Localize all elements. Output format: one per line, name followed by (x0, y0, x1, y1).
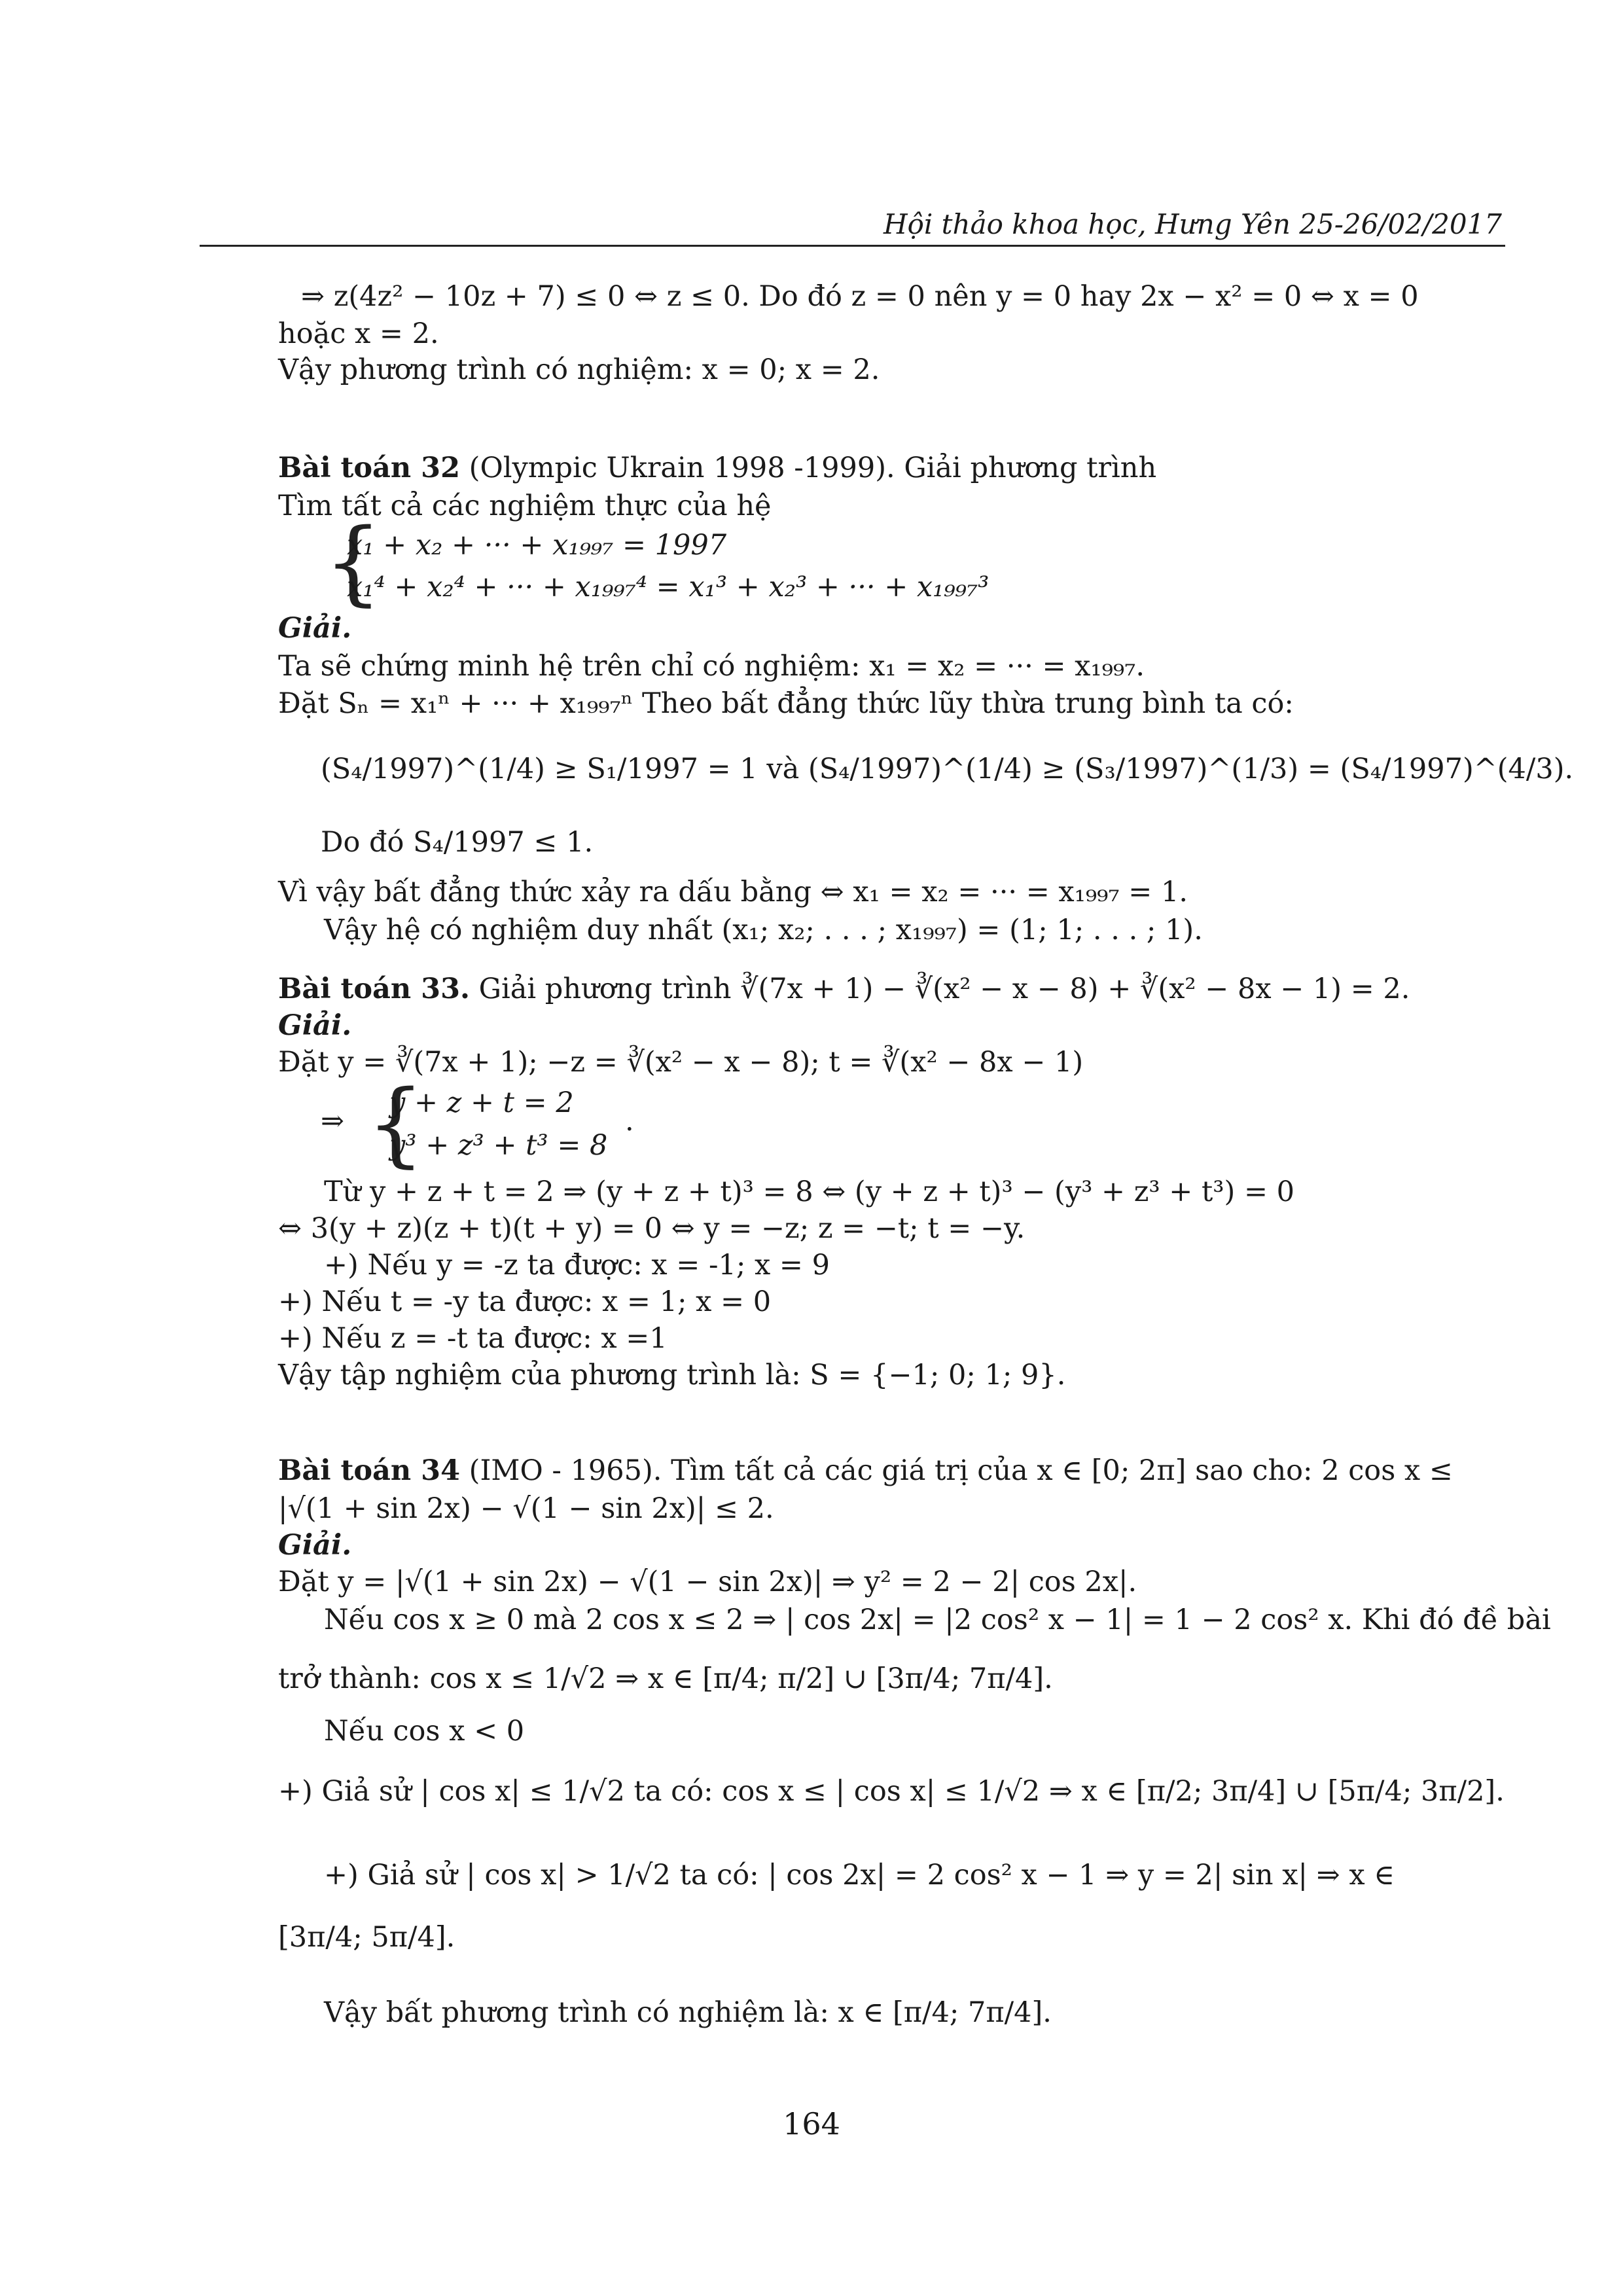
text-line: Vậy hệ có nghiệm duy nhất (x₁; x₂; . . . ; x₁₉₉₇) = (1; 1; . . . ; 1). (324, 914, 1203, 946)
text-line: +) Giả sử | cos x| ≤ 1/√2 ta có: cos x ≤ | cos x| ≤ 1/√2 ⇒ x ∈ [π/2; 3π/4] ∪ [5π/4; 3π/2]. (278, 1775, 1505, 1808)
text-line: ⇔ 3(y + z)(z + t)(t + y) = 0 ⇔ y = −z; z = −t; t = −y. (278, 1212, 1026, 1245)
text-line: Nếu cos x < 0 (324, 1715, 525, 1748)
problem-statement: Giải phương trình ∛(7x + 1) − ∛(x² − x − 8) + ∛(x² − 8x − 1) = 2. (469, 973, 1410, 1005)
text-line: Vậy tập nghiệm của phương trình là: S = {−1; 0; 1; 9}. (278, 1359, 1066, 1391)
equation: x₁⁴ + x₂⁴ + ··· + x₁₉₉₇⁴ = x₁³ + x₂³ + ··· + x₁₉₉₇³ (347, 571, 990, 603)
text-line: Vì vậy bất đẳng thức xảy ra dấu bằng ⇔ x₁ = x₂ = ··· = x₁₉₉₇ = 1. (278, 876, 1188, 908)
text-line: Do đó S₄/1997 ≤ 1. (321, 826, 594, 859)
implies-symbol: ⇒ (321, 1105, 345, 1138)
page-number: 164 (783, 2106, 840, 2142)
text-line: Đặt Sₙ = x₁ⁿ + ··· + x₁₉₉₇ⁿ Theo bất đẳng thức lũy thừa trung bình ta có: (278, 687, 1294, 720)
equation: (S₄/1997)^(1/4) ≥ S₁/1997 = 1 và (S₄/1997)^(1/4) ≥ (S₃/1997)^(1/3) = (S₄/1997)^(4/3). (321, 753, 1574, 785)
text-line: trở thành: cos x ≤ 1/√2 ⇒ x ∈ [π/4; π/2] ∪ [3π/4; 7π/4]. (278, 1662, 1053, 1695)
problem-statement: (Olympic Ukrain 1998 -1999). Giải phương trình (460, 452, 1157, 484)
text-line: +) Nếu y = -z ta được: x = -1; x = 9 (324, 1249, 830, 1282)
text-line: ⇒ z(4z² − 10z + 7) ≤ 0 ⇔ z ≤ 0. Do đó z = 0 nên y = 0 hay 2x − x² = 0 ⇔ x = 0 (301, 280, 1419, 313)
system-brace: { (366, 1071, 425, 1177)
period-mark: . (625, 1105, 634, 1138)
equation: x₁ + x₂ + ··· + x₁₉₉₇ = 1997 (347, 529, 727, 562)
text-line: [3π/4; 5π/4]. (278, 1921, 455, 1954)
text-line: Ta sẽ chứng minh hệ trên chỉ có nghiệm: x₁ = x₂ = ··· = x₁₉₉₇. (278, 650, 1145, 683)
text-line: Đặt y = |√(1 + sin 2x) − √(1 − sin 2x)| ⇒ y² = 2 − 2| cos 2x|. (278, 1566, 1137, 1598)
text-line: Tìm tất cả các nghiệm thực của hệ (278, 490, 772, 522)
solution-label: Giải. (278, 1009, 352, 1042)
text-line: Vậy bất phương trình có nghiệm là: x ∈ [π/4; 7π/4]. (324, 1996, 1052, 2029)
solution-label: Giải. (278, 612, 352, 645)
text-line: hoặc x = 2. (278, 317, 439, 350)
problem-33-heading (278, 973, 1410, 1007)
equation: y³ + z³ + t³ = 8 (389, 1129, 608, 1162)
text-line: |√(1 + sin 2x) − √(1 − sin 2x)| ≤ 2. (278, 1492, 774, 1525)
problem-label: Bài toán 32 (278, 452, 460, 484)
text-line: +) Nếu z = -t ta được: x =1 (278, 1322, 668, 1355)
text-line: +) Nếu t = -y ta được: x = 1; x = 0 (278, 1285, 772, 1318)
solution-label: Giải. (278, 1529, 352, 1562)
problem-32-heading (278, 452, 1156, 486)
text-line: Từ y + z + t = 2 ⇒ (y + z + t)³ = 8 ⇔ (y + z + t)³ − (y³ + z³ + t³) = 0 (324, 1175, 1294, 1208)
problem-statement: (IMO - 1965). Tìm tất cả các giá trị của x ∈ [0; 2π] sao cho: 2 cos x ≤ (460, 1454, 1453, 1487)
equation: y + z + t = 2 (389, 1086, 574, 1119)
problem-label: Bài toán 34 (278, 1454, 460, 1487)
header-rule (200, 245, 1505, 247)
text-line: Đặt y = ∛(7x + 1); −z = ∛(x² − x − 8); t = ∛(x² − 8x − 1) (278, 1046, 1084, 1079)
text-line: Nếu cos x ≥ 0 mà 2 cos x ≤ 2 ⇒ | cos 2x| = |2 cos² x − 1| = 1 − 2 cos² x. Khi đó đề bài (324, 1604, 1551, 1636)
text-line: +) Giả sử | cos x| > 1/√2 ta có: | cos 2x| = 2 cos² x − 1 ⇒ y = 2| sin x| ⇒ x ∈ (324, 1859, 1395, 1892)
problem-label: Bài toán 33. (278, 973, 470, 1005)
system-brace: { (324, 509, 383, 616)
text-line: Vậy phương trình có nghiệm: x = 0; x = 2. (278, 353, 880, 386)
running-header: Hội thảo khoa học, Hưng Yên 25-26/02/2017 (883, 208, 1502, 240)
problem-34-heading (278, 1454, 1453, 1488)
